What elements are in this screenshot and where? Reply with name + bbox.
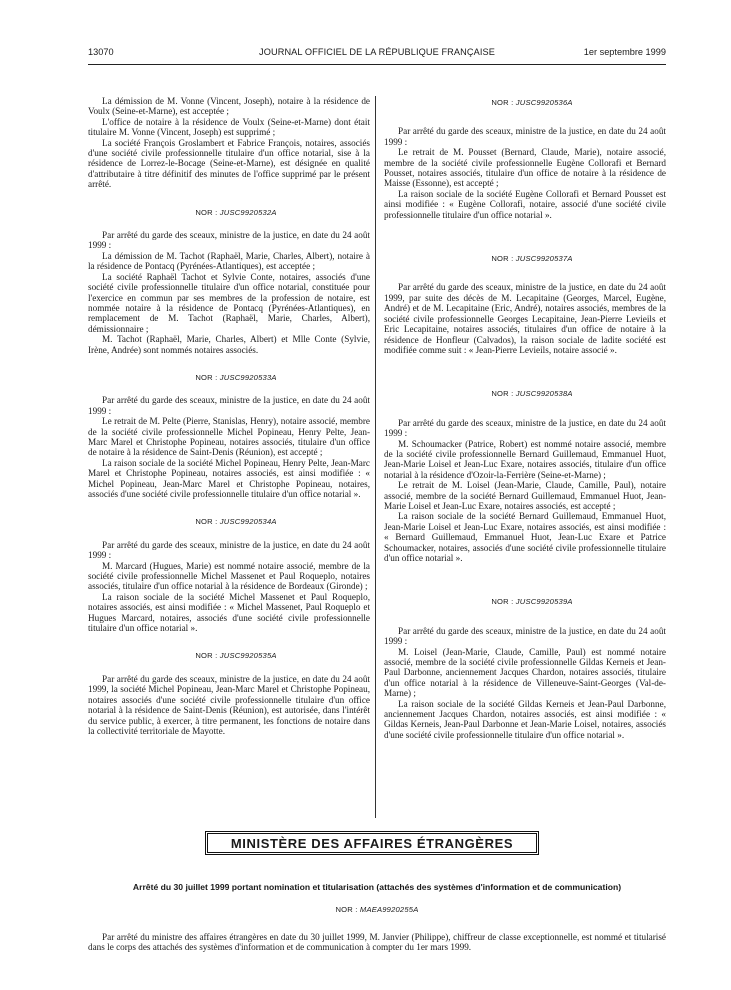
issue-date: 1er septembre 1999	[583, 47, 666, 57]
nor-code: JUSC9920539A	[515, 597, 573, 607]
paragraph: Le retrait de M. Pousset (Bernard, Claude, Marie), notaire associé, membre de la société civile professionnelle Eugène Collorafi et Bernard Pousset, notaires associés, titulaire d'un office de notaire à la résidence de Maisse (Essonne), est accepté ;	[384, 147, 666, 189]
nor-code: MAEA9920255A	[359, 905, 419, 914]
right-column	[384, 98, 666, 740]
paragraph: Par arrêté du garde des sceaux, ministre de la justice, en date du 24 août 1999 :	[384, 417, 666, 439]
paragraph: La démission de M. Tachot (Raphaël, Marie, Charles, Albert), notaire à la résidence de Pontacq (Pyrénées-Atlantiques), est acceptée ;	[88, 250, 370, 272]
arrete-title: Arrêté du 30 juillet 1999 portant nomination et titularisation (attachés des systèmes d'information et de communication)	[132, 882, 622, 892]
nor-reference: NOR : JUSC9920534A	[195, 517, 277, 527]
nor-reference: NOR : JUSC9920532A	[195, 207, 277, 217]
page-number: 13070	[88, 47, 114, 57]
page-header	[88, 47, 666, 61]
nor-reference: NOR : MAEA9920255A	[335, 905, 419, 914]
nor-reference: NOR : JUSC9920535A	[195, 651, 277, 661]
nor-code: JUSC9920536A	[515, 98, 573, 107]
paragraph: Par arrêté du garde des sceaux, ministre de la justice, en date du 24 août 1999 :	[88, 539, 370, 561]
paragraph: La société François Groslambert et Fabrice François, notaires, associés d'une société civile professionnelle titulaire d'un office notarial, sise à la résidence de Lorrez-le-Bocage (Seine-et-Marne), est désignée en qualité d'attributaire à titre définitif des minutes de l'office supprimé par le présent arrêté.	[88, 137, 370, 190]
paragraph: La raison sociale de la société Gildas Kerneis et Jean-Paul Darbonne, anciennement Jacques Chardon, notaires associés, est ainsi modifiée : « Gildas Kerneis, Jean-Paul Darbonne et Jean-Marie Loisel, notaires, associés d'une société civile professionnelle titulaire d'un office notarial ».	[384, 698, 666, 740]
nor-reference: NOR : JUSC9920539A	[491, 597, 573, 607]
paragraph: Par arrêté du garde des sceaux, ministre de la justice, en date du 24 août 1999 :	[384, 126, 666, 147]
nor-code: JUSC9920533A	[219, 372, 277, 382]
paragraph: Le retrait de M. Loisel (Jean-Marie, Claude, Camille, Paul), notaire associé, membre de la société Bernard Guillemaud, Emmanuel Huot, Jean-Marie Loisel et Jean-Luc Exare, notaires associés, est accepté ;	[384, 480, 666, 511]
nor-code: JUSC9920537A	[515, 254, 573, 264]
column-divider	[375, 96, 376, 818]
nor-code: JUSC9920532A	[219, 207, 277, 217]
paragraph: Par arrêté du garde des sceaux, ministre de la justice, en date du 24 août 1999 :	[384, 625, 666, 647]
paragraph: Le retrait de M. Pelte (Pierre, Stanislas, Henry), notaire associé, membre de la société civile professionnelle Michel Popineau, Henry Pelte, Jean-Marc Marel et Christophe Popineau, notaires associés, titulaire d'un office de notaire à la résidence de Saint-Denis (Réunion), est accepté ;	[88, 416, 370, 458]
left-column	[88, 96, 370, 736]
paragraph: Par arrêté du garde des sceaux, ministre de la justice, en date du 24 août 1999 :	[88, 230, 370, 251]
nor-reference: NOR : JUSC9920537A	[491, 254, 573, 264]
paragraph: Par arrêté du garde des sceaux, ministre de la justice, en date du 24 août 1999, par suite des décès de M. Lecapitaine (Georges, Marcel, Eugène, André) et de M. Lecapitaine (Eric, André), notaires associés, membres de la société civile professionnelle Georges Lecapitaine, Jean-Pierre Levieils et Eric Lecapitaine, notaires associés, titulaires d'un office de notaire à la résidence de Honfleur (Calvados), la raison sociale de ladite société est modifiée comme suit : « Jean-Pierre Levieils, notaire associé ».	[384, 282, 666, 355]
ministry-heading	[205, 831, 539, 855]
paragraph: La société Raphaël Tachot et Sylvie Conte, notaires, associés d'une société civile professionnelle titulaire d'un office notarial, constituée pour l'exercice en commun par ses membres de la profession de notaire, est nommée notaire à la résidence de Pontacq (Pyrénées-Atlantiques), en remplacement de M. Tachot (Raphaël, Marie, Charles, Albert), démissionnaire ;	[88, 271, 370, 334]
paragraph: La raison sociale de la société Michel Popineau, Henry Pelte, Jean-Marc Marel et Christophe Popineau, notaires associés, est ainsi modifiée : « Michel Popineau, Jean-Marc Marel et Christophe Popineau, notaires, associés d'une société civile professionnelle titulaire d'un office notarial ».	[88, 457, 370, 499]
paragraph: M. Marcard (Hugues, Marie) est nommé notaire associé, membre de la société civile professionnelle Michel Massenet et Paul Roqueplo, notaires associés, titulaire d'un office notarial à la résidence de Bordeaux (Gironde) ;	[88, 560, 370, 592]
nor-reference: NOR : JUSC9920536A	[491, 98, 573, 107]
paragraph: Par arrêté du ministre des affaires étrangères en date du 30 juillet 1999, M. Janvier (Philippe), chiffreur de classe exceptionnelle, est nommé et titularisé dans le corps des attachés des systèmes d'information et de communication à compter du 1er mars 1999.	[88, 932, 666, 953]
paragraph: Par arrêté du garde des sceaux, ministre de la justice, en date du 24 août 1999, la société Michel Popineau, Jean-Marc Marel et Christophe Popineau, notaires associés d'une société civile professionnelle titulaire d'un office notarial à la résidence de Saint-Denis (Réunion), est autorisée, dans l'intérêt du service public, à exercer, à titre permanent, les fonctions de notaire dans la collectivité territoriale de Mayotte.	[88, 673, 370, 736]
header-rule	[88, 64, 666, 65]
paragraph: M. Loisel (Jean-Marie, Claude, Camille, Paul) est nommé notaire associé, membre de la société civile professionnelle Gildas Kerneis et Jean-Paul Darbonne, anciennement Jacques Chardon, notaires associés, titulaire d'un office notarial à la résidence de Villeneuve-Saint-Georges (Val-de-Marne) ;	[384, 646, 666, 699]
nor-code: JUSC9920535A	[219, 651, 277, 661]
nor-code: JUSC9920538A	[515, 389, 573, 399]
paragraph: Par arrêté du garde des sceaux, ministre de la justice, en date du 24 août 1999 :	[88, 395, 370, 416]
paragraph: M. Tachot (Raphaël, Marie, Charles, Albert) et Mlle Conte (Sylvie, Irène, Andrée) sont nommés notaires associés.	[88, 334, 370, 355]
nor-reference: NOR : JUSC9920538A	[491, 389, 573, 399]
ministry-title: MINISTÈRE DES AFFAIRES ÉTRANGÈRES	[230, 835, 514, 851]
paragraph: La raison sociale de la société Eugène Collorafi et Bernard Pousset est ainsi modifiée : « Eugène Collorafi, notaire, associé d'une société civile professionnelle titulaire d'un office notarial ».	[384, 188, 666, 220]
paragraph: M. Schoumacker (Patrice, Robert) est nommé notaire associé, membre de la société civile professionnelle Bernard Guillemaud, Emmanuel Huot, Jean-Marie Loisel et Jean-Luc Exare, notaires associés, titulaire d'un office notarial à la résidence d'Ozoir-la-Ferrière (Seine-et-Marne) ;	[384, 438, 666, 480]
paragraph: La raison sociale de la société Michel Massenet et Paul Roqueplo, notaires associés, est ainsi modifiée : « Michel Massenet, Paul Roqueplo et Hugues Marcard, notaires, associés d'une société civile professionnelle titulaire d'un office notarial ».	[88, 591, 370, 634]
paragraph: La démission de M. Vonne (Vincent, Joseph), notaire à la résidence de Voulx (Seine-et-Marne), est acceptée ;	[88, 96, 370, 117]
journal-title: JOURNAL OFFICIEL DE LA RÉPUBLIQUE FRANÇAISE	[259, 47, 495, 57]
nor-reference: NOR : JUSC9920533A	[195, 372, 277, 382]
nor-code: JUSC9920534A	[219, 517, 277, 527]
paragraph: L'office de notaire à la résidence de Voulx (Seine-et-Marne) dont était titulaire M. Vonne (Vincent, Joseph) est supprimé ;	[88, 116, 370, 138]
paragraph: La raison sociale de la société Bernard Guillemaud, Emmanuel Huot, Jean-Marie Loisel et Jean-Luc Exare, notaires associés, est ainsi modifiée : « Bernard Guillemaud, Emmanuel Huot, Jean-Luc Exare et Patrice Schoumacker, notaires, associés d'une société civile professionnelle titulaire d'un office notarial ».	[384, 511, 666, 563]
